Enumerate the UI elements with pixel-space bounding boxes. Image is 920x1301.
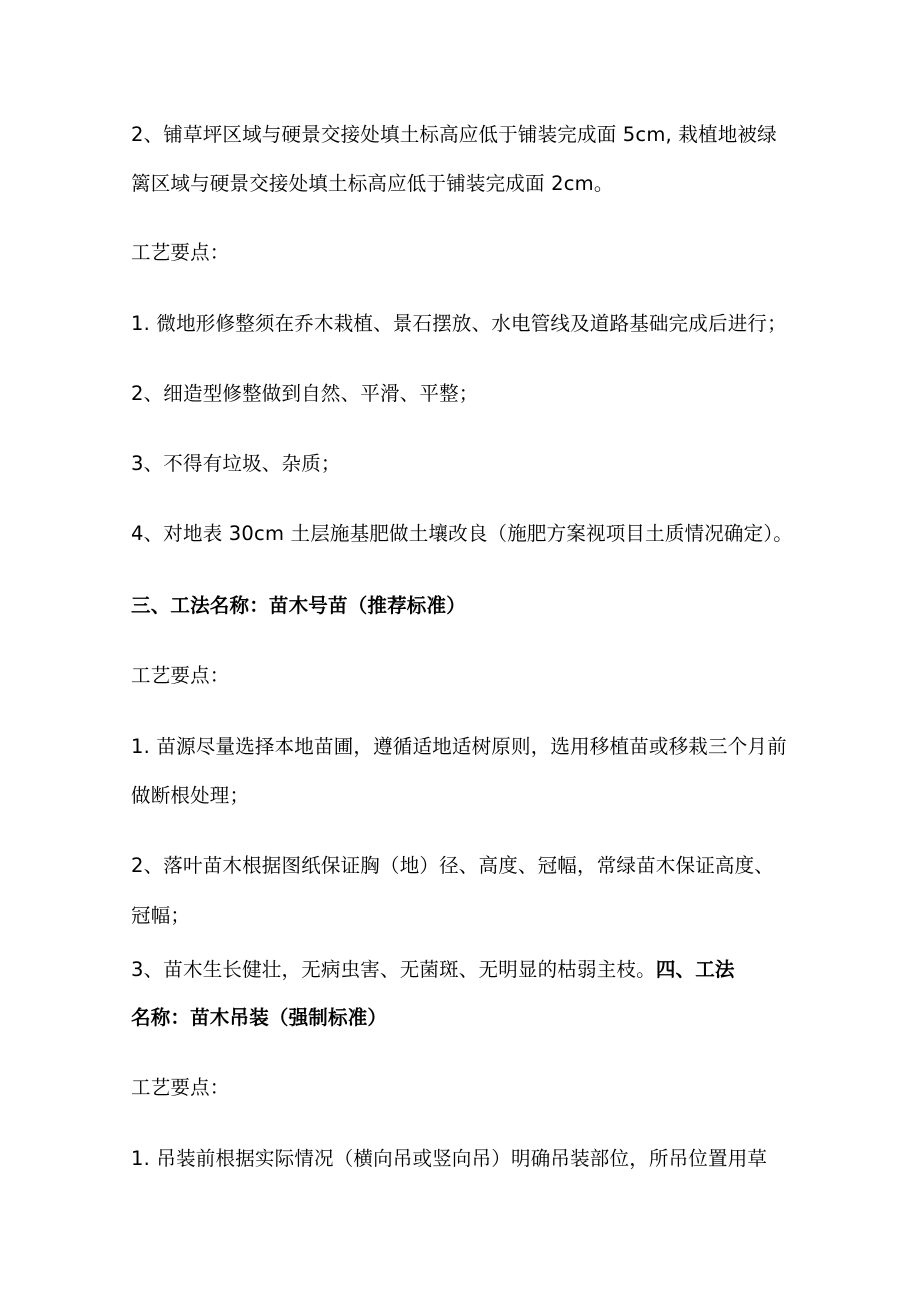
- section-label: 工艺要点：: [131, 1076, 230, 1099]
- list-item: 2、落叶苗木根据图纸保证胸（地）径、高度、冠幅，常绿苗木保证高度、: [131, 854, 775, 877]
- paragraph-line: 2、铺草坪区域与硬景交接处填土标高应低于铺装完成面 5cm, 栽植地被绿: [131, 123, 777, 146]
- section-heading: 名称：苗木吊装（强制标准）: [131, 1006, 388, 1029]
- section-label: 工艺要点：: [131, 241, 230, 264]
- list-item: 3、不得有垃圾、杂质；: [131, 452, 341, 475]
- section-heading-start: 四、工法: [655, 958, 735, 981]
- list-item: 1. 微地形修整须在乔木栽植、景石摆放、水电管线及道路基础完成后进行；: [131, 312, 787, 335]
- list-item: 4、对地表 30cm 土层施基肥做土壤改良（施肥方案视项目土质情况确定）。: [131, 522, 793, 545]
- list-item: 2、细造型修整做到自然、平滑、平整；: [131, 382, 479, 405]
- list-item: 1. 苗源尽量选择本地苗圃，遵循适地适树原则，选用移植苗或移栽三个月前: [131, 735, 787, 758]
- section-label: 工艺要点：: [131, 664, 230, 687]
- list-item: 1. 吊装前根据实际情况（横向吊或竖向吊）明确吊装部位，所吊位置用草: [131, 1147, 768, 1170]
- section-heading: 三、工法名称：苗木号苗（推荐标准）: [131, 594, 466, 617]
- list-item-continuation: 冠幅；: [131, 904, 191, 927]
- list-item-text: 3、苗木生长健壮，无病虫害、无菌斑、无明显的枯弱主枝。: [131, 958, 656, 981]
- paragraph-line: 篱区域与硬景交接处填土标高应低于铺装完成面 2cm。: [131, 172, 614, 195]
- list-item-with-heading: [131, 956, 735, 984]
- list-item-continuation: 做断根处理；: [131, 784, 250, 807]
